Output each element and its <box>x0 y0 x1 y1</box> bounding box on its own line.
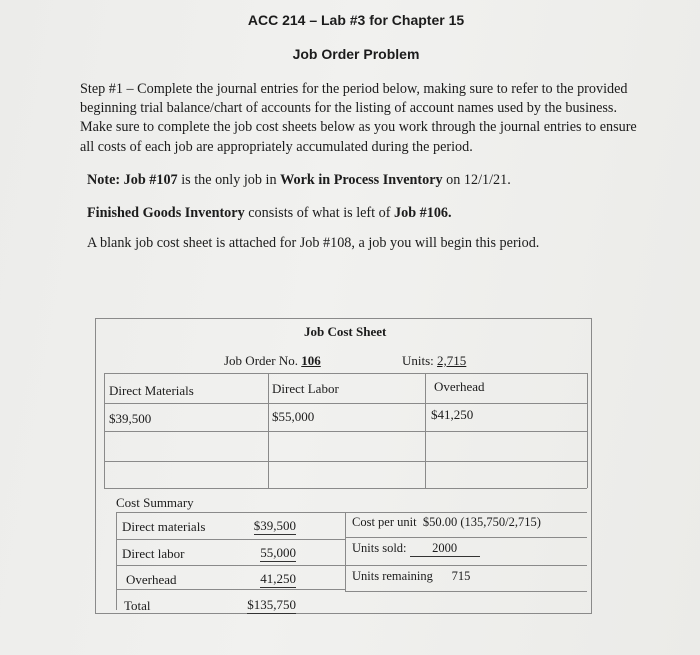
summary-line <box>116 589 346 590</box>
total-amount: $135,750 <box>247 597 296 612</box>
summary-line <box>116 539 346 540</box>
grid-line <box>104 403 587 404</box>
units-value: 2,715 <box>437 353 467 368</box>
value-direct-materials: $39,500 <box>109 411 152 426</box>
summary-line <box>345 512 346 592</box>
note-account: Work in Process Inventory <box>280 172 443 188</box>
job-cost-sheet <box>95 318 592 614</box>
cost-per-unit-label: Cost per unit <box>352 515 417 529</box>
summary-value-overhead <box>206 571 296 588</box>
grid-line <box>104 431 587 432</box>
labor-amount: 55,000 <box>260 545 296 560</box>
note-end: on 12/1/21. <box>446 172 511 188</box>
summary-line <box>116 512 117 610</box>
value-overhead: $41,250 <box>431 407 474 422</box>
document-title: ACC 214 – Lab #3 for Chapter 15 <box>247 12 465 28</box>
summary-value-materials <box>206 518 296 535</box>
summary-label-overhead: Overhead <box>126 572 177 587</box>
units-sold-label: Units sold: <box>352 541 407 555</box>
grid-line <box>425 373 426 488</box>
summary-value-labor <box>206 545 296 562</box>
grid-line <box>104 373 587 374</box>
summary-line <box>345 537 587 538</box>
summary-line <box>116 565 346 566</box>
col-direct-materials: Direct Materials <box>109 383 194 398</box>
col-direct-labor: Direct Labor <box>272 381 339 396</box>
document-subtitle: Job Order Problem <box>292 46 420 62</box>
fg-job: Job #106. <box>394 205 452 221</box>
col-overhead: Overhead <box>434 379 485 394</box>
value-direct-labor: $55,000 <box>272 409 315 424</box>
job-order-number: 106 <box>301 353 321 368</box>
step1-paragraph: Step #1 – Complete the journal entries for the period below, making sure to refer to the provided beginning trial balance/chart of accounts for the listing of account names used by the business. Make sure to complete the job cost sheets below as you work through the journal entries to ensure all costs of each job are appropriately accumulated during the period. <box>80 81 637 155</box>
cost-per-unit-line <box>352 515 541 530</box>
note-line <box>87 172 511 189</box>
cost-per-unit-value: $50.00 (135,750/2,715) <box>422 515 541 529</box>
job-order-line <box>224 353 321 369</box>
grid-line <box>104 461 587 462</box>
grid-line <box>268 373 269 488</box>
summary-line <box>345 512 587 513</box>
units-line <box>402 353 466 369</box>
units-sold-line <box>352 541 480 557</box>
summary-line <box>345 591 587 592</box>
job-order-label: Job Order No. <box>224 353 299 368</box>
materials-amount: $39,500 <box>253 518 296 533</box>
note-label: Note: <box>87 172 121 188</box>
cost-summary-heading: Cost Summary <box>116 495 194 510</box>
grid-line <box>104 488 587 489</box>
note-mid: is the only job in <box>181 172 277 188</box>
summary-label-labor: Direct labor <box>122 546 185 561</box>
summary-label-total: Total <box>124 598 151 613</box>
units-sold-value: 2000 <box>410 541 480 557</box>
overhead-amount: 41,250 <box>260 571 296 586</box>
units-remaining-line <box>352 569 470 584</box>
finished-goods-line <box>87 205 452 222</box>
units-remaining-label: Units remaining <box>352 569 433 583</box>
blank-sheet-line: A blank job cost sheet is attached for Job #108, a job you will begin this period. <box>87 235 540 251</box>
summary-line <box>116 512 346 513</box>
summary-value-total <box>206 597 296 614</box>
summary-label-materials: Direct materials <box>122 519 206 534</box>
sheet-title: Job Cost Sheet <box>304 324 387 339</box>
grid-line <box>587 373 588 488</box>
note-job: Job #107 <box>123 172 178 188</box>
units-remaining-value: 715 <box>451 569 471 583</box>
units-label: Units: <box>402 353 434 368</box>
fg-mid: consists of what is left of <box>248 205 391 221</box>
grid-line <box>104 373 105 488</box>
fg-account: Finished Goods Inventory <box>87 205 245 221</box>
summary-line <box>345 565 587 566</box>
